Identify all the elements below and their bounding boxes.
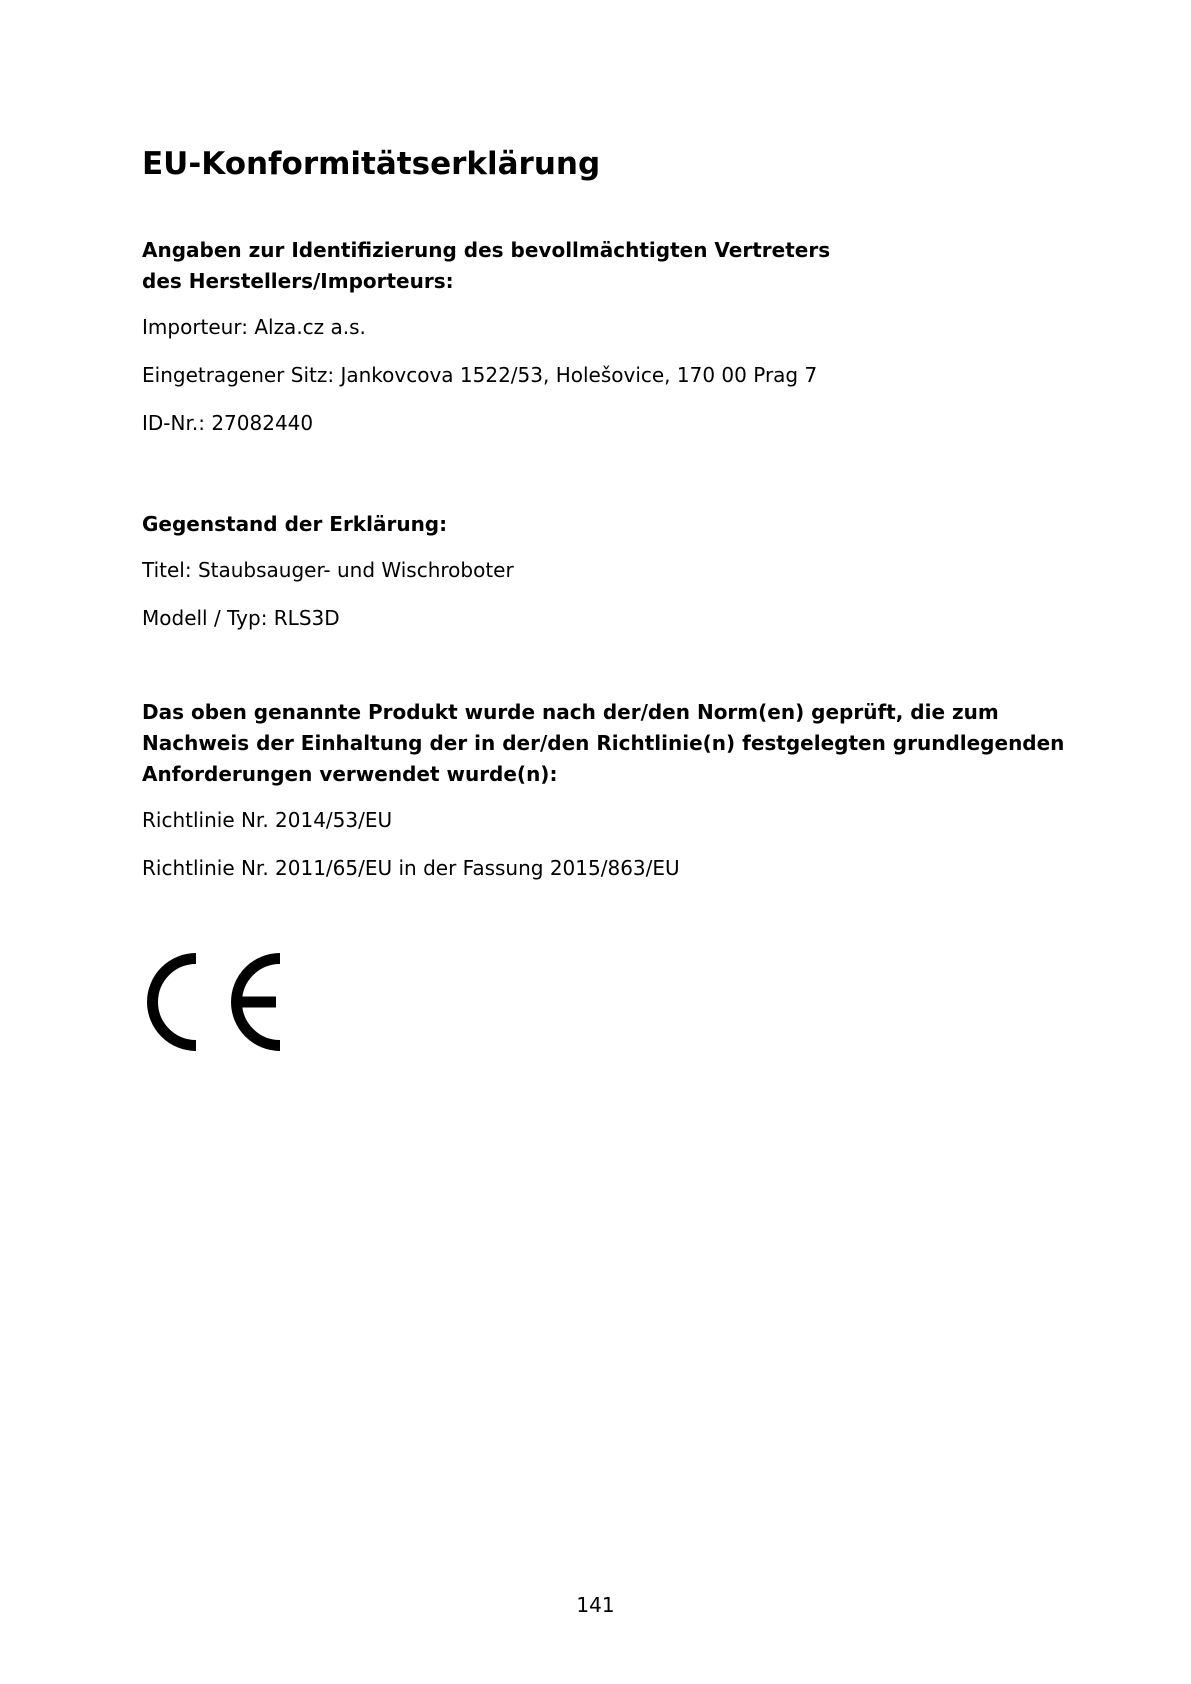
ce-mark-icon [142, 953, 282, 1051]
representative-section [142, 235, 1072, 436]
standards-heading: Das oben genannte Produkt wurde nach der/den Norm(en) geprüft, die zum Nachweis der Einhaltung der in der/den Richtlinie(n) festgelegten grundlegenden Anforderungen verwendet wurde(n): [142, 700, 1065, 786]
id-number-line: ID-Nr.: 27082440 [142, 411, 314, 435]
subject-heading: Gegenstand der Erklärung: [142, 512, 448, 536]
subject-section [142, 509, 1072, 631]
standards-section [142, 697, 1072, 881]
page-number: 141 [576, 1593, 615, 1617]
representative-heading: Angaben zur Identifizierung des bevollmächtigten Vertreters des Herstellers/Importeurs: [142, 238, 831, 293]
importer-line: Importeur: Alza.cz a.s. [142, 315, 366, 339]
model-line: Modell / Typ: RLS3D [142, 606, 340, 630]
directive-line: Richtlinie Nr. 2014/53/EU [142, 808, 393, 832]
product-title-line: Titel: Staubsauger- und Wischroboter [142, 558, 514, 582]
directive-line: Richtlinie Nr. 2011/65/EU in der Fassung 2015/863/EU [142, 856, 680, 880]
registered-office-line: Eingetragener Sitz: Jankovcova 1522/53, Holešovice, 170 00 Prag 7 [142, 363, 818, 387]
page-title: EU-Konformitätserklärung [142, 146, 601, 182]
